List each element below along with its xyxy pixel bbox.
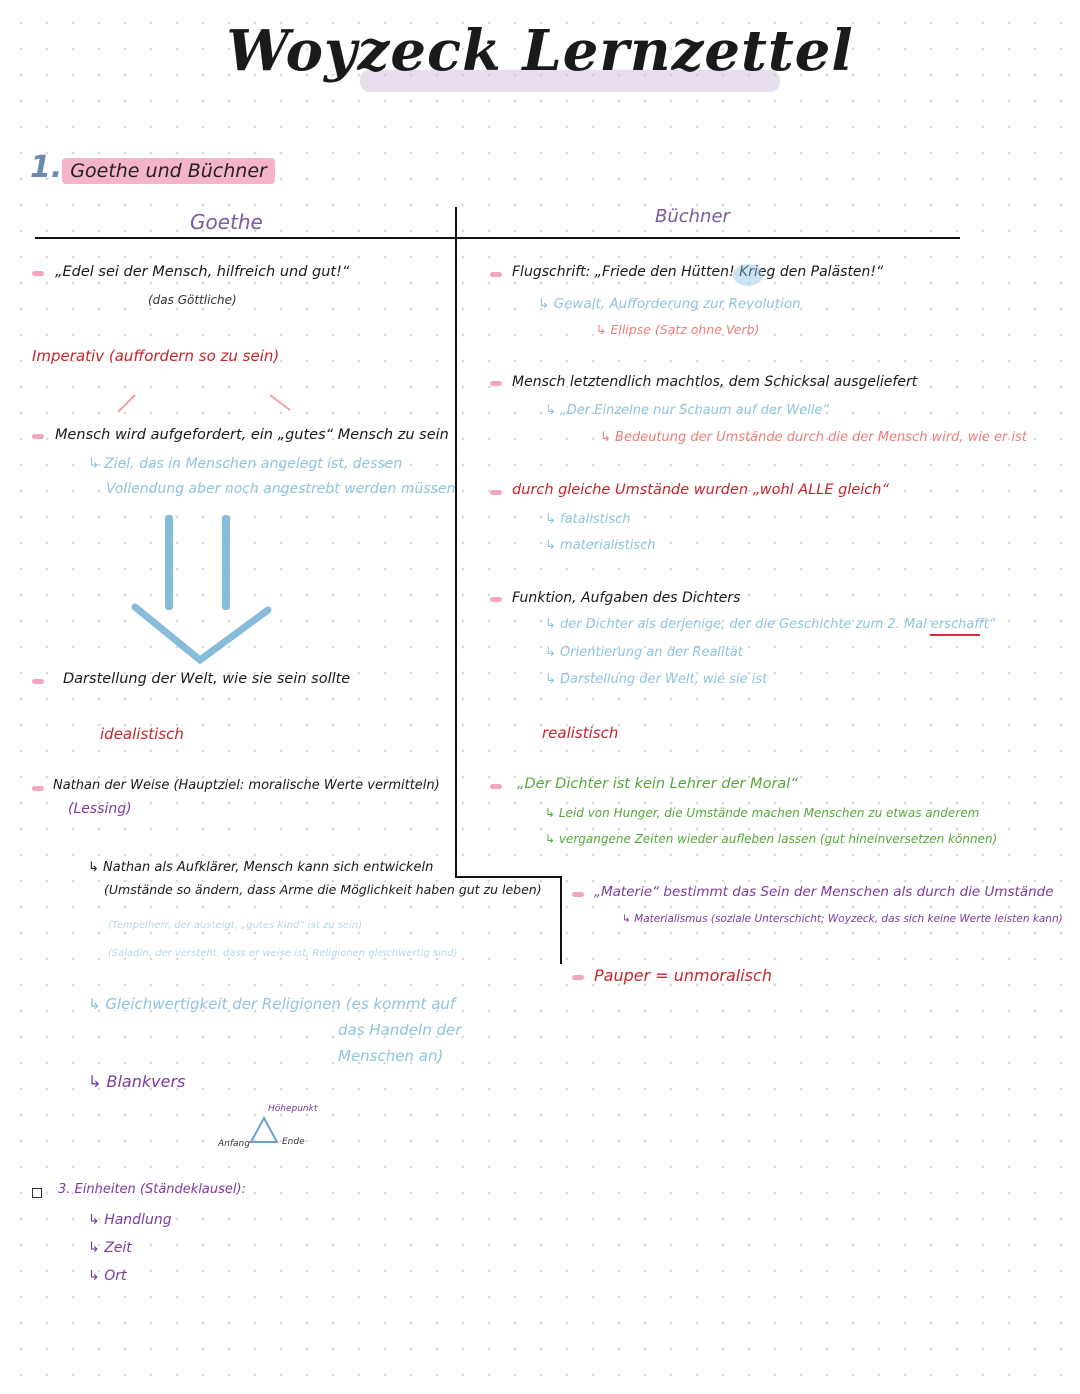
- buechner-mensch: Mensch letztendlich machtlos, dem Schicksal ausgeliefert: [512, 374, 918, 390]
- triangle-hoehepunkt: Höhepunkt: [268, 1104, 318, 1114]
- goethe-zeit: ↳ Zeit: [88, 1240, 132, 1256]
- page-title: Woyzeck Lernzettel: [226, 18, 854, 84]
- goethe-idealistisch: idealistisch: [100, 725, 184, 743]
- buechner-vergangene: ↳ vergangene Zeiten wieder aufleben lassen (gut hineinversetzen können): [545, 832, 997, 846]
- bullet-marker: [490, 784, 502, 789]
- bullet-marker: [32, 271, 44, 276]
- triangle-anfang: Anfang: [218, 1139, 250, 1149]
- goethe-darstellung: Darstellung der Welt, wie sie sein sollte: [63, 671, 351, 687]
- goethe-imperativ: Imperativ (auffordern so zu sein): [32, 347, 280, 365]
- bullet-marker: [490, 597, 502, 602]
- buechner-gewalt: ↳ Gewalt, Aufforderung zur Revolution: [538, 296, 801, 312]
- column-header-buechner: Büchner: [655, 206, 730, 227]
- goethe-handlung: ↳ Handlung: [88, 1212, 172, 1228]
- buechner-bedeutung: ↳ Bedeutung der Umstände durch die der Mensch wird, wie er ist: [600, 430, 1027, 445]
- buechner-ellipse: ↳ Ellipse (Satz ohne Verb): [596, 322, 759, 337]
- checkbox-icon: [32, 1188, 42, 1198]
- goethe-ziel-line2: Vollendung aber noch angestrebt werden müssen: [106, 481, 456, 497]
- goethe-blankvers: ↳ Blankvers: [88, 1072, 185, 1091]
- goethe-gleich-line1: ↳ Gleichwertigkeit der Religionen (es kommt auf: [88, 995, 455, 1013]
- table-step-line-v: [560, 876, 562, 964]
- buechner-dichter-als: ↳ der Dichter als derjenige, der die Geschichte zum 2. Mal erschafft“: [545, 617, 996, 632]
- buechner-orientierung: ↳ Orientierung an der Realität: [545, 645, 743, 660]
- section-header: [30, 150, 275, 185]
- goethe-ziel-line1: ↳ Ziel, das in Menschen angelegt ist, dessen: [88, 456, 402, 472]
- bullet-marker: [572, 892, 584, 897]
- buechner-einzelne: ↳ „Der Einzelne nur Schaum auf der Welle“: [545, 403, 829, 418]
- table-vertical-line: [455, 207, 457, 877]
- buechner-materialismus: ↳ Materialismus (soziale Unterschicht; Woyzeck, das sich keine Werte leisten kann): [622, 913, 1063, 925]
- buechner-fatalistisch: ↳ fatalistisch: [545, 512, 631, 527]
- bullet-marker: [490, 490, 502, 495]
- table-step-line-h: [455, 876, 560, 878]
- buechner-materialistisch: ↳ materialistisch: [545, 538, 656, 553]
- goethe-lessing: (Lessing): [68, 801, 132, 817]
- split-arrows-icon: [110, 392, 300, 420]
- column-header-goethe: Goethe: [190, 210, 263, 234]
- goethe-gleich-line3: Menschen an): [338, 1047, 444, 1065]
- goethe-mensch: Mensch wird aufgefordert, ein „gutes“ Mensch zu sein: [55, 427, 449, 443]
- goethe-quote-source: (das Göttliche): [148, 293, 237, 307]
- buechner-flugschrift: Flugschrift: „Friede den Hütten! Krieg den Palästen!“: [512, 264, 884, 280]
- buechner-pauper: Pauper = unmoralisch: [594, 966, 772, 985]
- triangle-ende: Ende: [282, 1137, 305, 1147]
- bullet-marker: [490, 272, 502, 277]
- big-down-arrow-icon: [130, 515, 275, 665]
- buechner-darstellung: ↳ Darstellung der Welt, wie sie ist: [545, 672, 767, 687]
- goethe-ort: ↳ Ort: [88, 1268, 126, 1284]
- buechner-realistisch: realistisch: [542, 724, 619, 742]
- goethe-tiny-note-2: (Saladin, der versteht, dass er weise ist, Religionen gleichwertig sind): [108, 948, 458, 959]
- goethe-gleich-line2: das Handeln der: [338, 1021, 462, 1039]
- buechner-funktion: Funktion, Aufgaben des Dichters: [512, 590, 741, 606]
- bullet-marker: [490, 381, 502, 386]
- buechner-gleiche: durch gleiche Umstände wurden „wohl ALLE gleich“: [512, 482, 889, 498]
- section-title: Goethe und Büchner: [62, 158, 275, 184]
- bullet-marker: [32, 434, 44, 439]
- goethe-quote: „Edel sei der Mensch, hilfreich und gut!“: [55, 264, 350, 280]
- bullet-marker: [572, 975, 584, 980]
- bullet-marker: [32, 786, 44, 791]
- buechner-kein-lehrer: „Der Dichter ist kein Lehrer der Moral“: [517, 776, 798, 792]
- triangle-icon: [248, 1115, 280, 1145]
- bullet-marker: [32, 679, 44, 684]
- buechner-leid: ↳ Leid von Hunger, die Umstände machen Menschen zu etwas anderem: [545, 806, 979, 820]
- section-number: 1.: [30, 150, 63, 185]
- highlight-circle: [733, 264, 763, 286]
- goethe-tiny-note-1: (Tempelherr, der austeigt, „gutes Kind“ ist zu sein): [108, 920, 362, 931]
- table-horizontal-line: [35, 237, 960, 239]
- goethe-aufklaerer: ↳ Nathan als Aufklärer, Mensch kann sich entwickeln: [88, 860, 433, 875]
- goethe-einheiten: 3. Einheiten (Ständeklausel):: [58, 1182, 246, 1197]
- goethe-nathan: Nathan der Weise (Hauptziel: moralische Werte vermitteln): [53, 778, 440, 793]
- goethe-umstaende: (Umstände so ändern, dass Arme die Möglichkeit haben gut zu leben): [104, 882, 542, 897]
- underline-mark: [930, 634, 980, 636]
- buechner-materie: „Materie“ bestimmt das Sein der Menschen als durch die Umstände: [594, 884, 1054, 900]
